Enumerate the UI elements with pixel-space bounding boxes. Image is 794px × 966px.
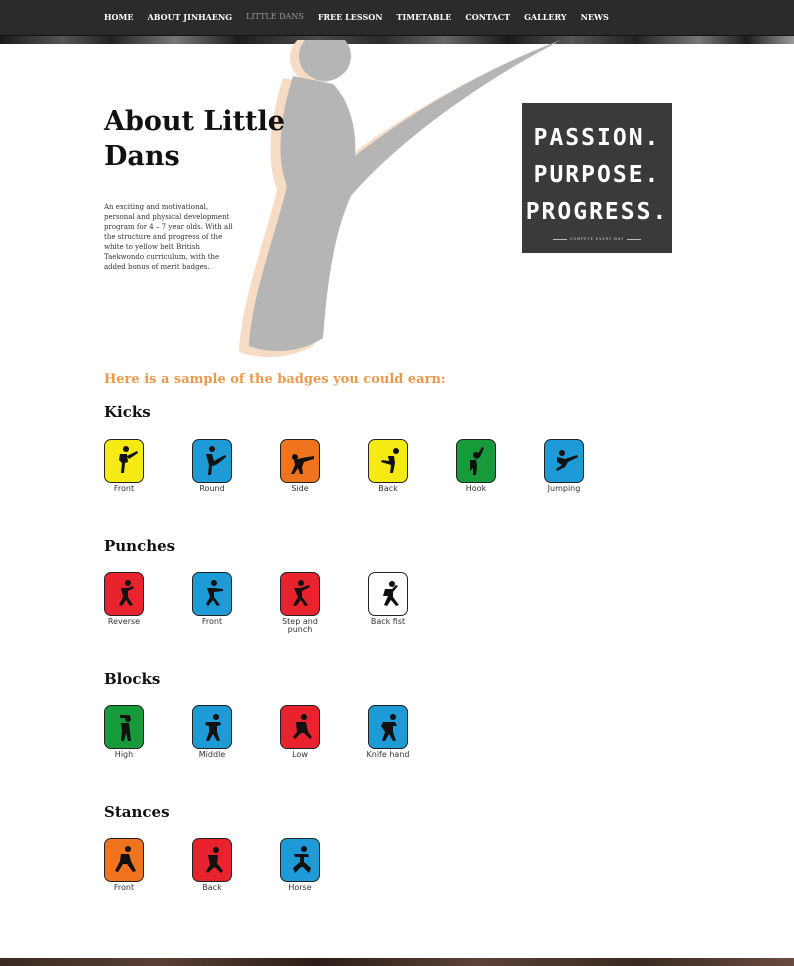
taekwondo-kicker-logo <box>225 40 565 365</box>
nav-item-about-jinhaeng[interactable]: ABOUT JINHAENG <box>147 12 233 22</box>
badge-label: Low <box>292 750 308 759</box>
section-heading-punches: Punches <box>104 537 176 555</box>
badge-punches-step-and-punch[interactable] <box>260 572 340 634</box>
nav-menu <box>104 12 623 22</box>
badge-tile <box>280 705 320 749</box>
section-heading-kicks: Kicks <box>104 403 151 421</box>
stances-badge-row <box>104 838 704 898</box>
punch-step-figure-icon <box>285 577 317 613</box>
page-title: About Little Dans <box>104 106 285 172</box>
badge-label: Front <box>201 617 223 626</box>
kick-side-figure-icon <box>285 444 317 480</box>
badge-kicks-jumping[interactable] <box>524 439 604 493</box>
badge-punches-reverse[interactable] <box>84 572 164 626</box>
badge-tile <box>104 572 144 616</box>
nav-item-timetable[interactable]: TIMETABLE <box>396 12 452 22</box>
badges-intro-heading: Here is a sample of the badges you could earn: <box>104 372 446 387</box>
top-navigation <box>0 0 794 36</box>
badge-tile <box>368 705 408 749</box>
badge-stances-front[interactable] <box>84 838 164 892</box>
badge-label: Jumping <box>547 484 581 493</box>
badge-tile <box>368 439 408 483</box>
badge-tile <box>192 439 232 483</box>
badge-label: Reverse <box>107 617 141 626</box>
footer-strip <box>0 958 794 966</box>
badge-tile <box>368 572 408 616</box>
badge-tile <box>280 838 320 882</box>
badge-label: Side <box>291 484 309 493</box>
badge-tile <box>104 705 144 749</box>
promo-tagline: COMPETE EVERY DAY <box>522 237 672 241</box>
badge-label: Step and punch <box>282 617 318 634</box>
badge-label: High <box>114 750 134 759</box>
badge-kicks-front[interactable] <box>84 439 164 493</box>
nav-item-little-dans[interactable]: LITTLE DANS <box>246 12 304 21</box>
badge-tile <box>192 838 232 882</box>
stance-horse-figure-icon <box>285 843 317 879</box>
section-heading-blocks: Blocks <box>104 670 161 688</box>
badge-label: Back <box>378 484 398 493</box>
badge-blocks-high[interactable] <box>84 705 164 759</box>
badge-kicks-hook[interactable] <box>436 439 516 493</box>
blocks-badge-row <box>104 705 704 765</box>
stance-front-figure-icon <box>109 843 141 879</box>
intro-paragraph: An exciting and motivational, personal and physical development program for 4 – 7 year olds. With all the structure and progress of the white to yellow belt British Taekwondo curriculum, with the added bonus of merit badges. <box>104 203 233 271</box>
badge-punches-back-fist[interactable] <box>348 572 428 626</box>
badge-label: Front <box>113 883 135 892</box>
badge-label: Horse <box>288 883 312 892</box>
badge-label: Hook <box>465 484 487 493</box>
nav-item-free-lesson[interactable]: FREE LESSON <box>317 12 383 22</box>
badge-tile <box>192 705 232 749</box>
kicks-badge-row <box>104 439 704 499</box>
badge-tile <box>104 439 144 483</box>
badge-label: Back fist <box>370 617 406 626</box>
block-middle-figure-icon <box>197 710 229 746</box>
badge-stances-horse[interactable] <box>260 838 340 892</box>
punch-front-figure-icon <box>197 577 229 613</box>
badge-punches-front[interactable] <box>172 572 252 626</box>
promo-line-3: PROGRESS. <box>525 199 669 225</box>
badge-kicks-back[interactable] <box>348 439 428 493</box>
badge-blocks-knife-hand[interactable] <box>348 705 428 759</box>
badge-tile <box>104 838 144 882</box>
badge-label: Middle <box>198 750 226 759</box>
punch-backfist-figure-icon <box>373 577 405 613</box>
block-high-figure-icon <box>109 710 141 746</box>
badge-tile <box>280 572 320 616</box>
badge-kicks-side[interactable] <box>260 439 340 493</box>
kick-jump-figure-icon <box>549 444 581 480</box>
promo-line-2: PURPOSE. <box>533 162 661 188</box>
badge-blocks-middle[interactable] <box>172 705 252 759</box>
passion-purpose-progress-banner <box>522 103 672 253</box>
badge-stances-back[interactable] <box>172 838 252 892</box>
kick-hook-figure-icon <box>461 444 493 480</box>
nav-item-news[interactable]: NEWS <box>580 12 609 22</box>
section-heading-stances: Stances <box>104 803 170 821</box>
badge-tile <box>280 439 320 483</box>
block-knife-figure-icon <box>373 710 405 746</box>
nav-item-home[interactable]: HOME <box>104 12 134 22</box>
badge-label: Back <box>202 883 222 892</box>
badge-tile <box>456 439 496 483</box>
stance-back-figure-icon <box>197 843 229 879</box>
promo-line-1: PASSION. <box>533 125 661 151</box>
block-low-figure-icon <box>285 710 317 746</box>
kick-front-figure-icon <box>109 444 141 480</box>
kick-round-figure-icon <box>197 444 229 480</box>
badge-label: Knife hand <box>366 750 410 759</box>
punches-badge-row <box>104 572 704 632</box>
badge-label: Front <box>113 484 135 493</box>
badge-tile <box>544 439 584 483</box>
punch-reverse-figure-icon <box>109 577 141 613</box>
badge-tile <box>192 572 232 616</box>
nav-item-contact[interactable]: CONTACT <box>465 12 511 22</box>
badge-blocks-low[interactable] <box>260 705 340 759</box>
badge-label: Round <box>199 484 225 493</box>
badge-kicks-round[interactable] <box>172 439 252 493</box>
nav-item-gallery[interactable]: GALLERY <box>524 12 567 22</box>
kick-back-figure-icon <box>373 444 405 480</box>
